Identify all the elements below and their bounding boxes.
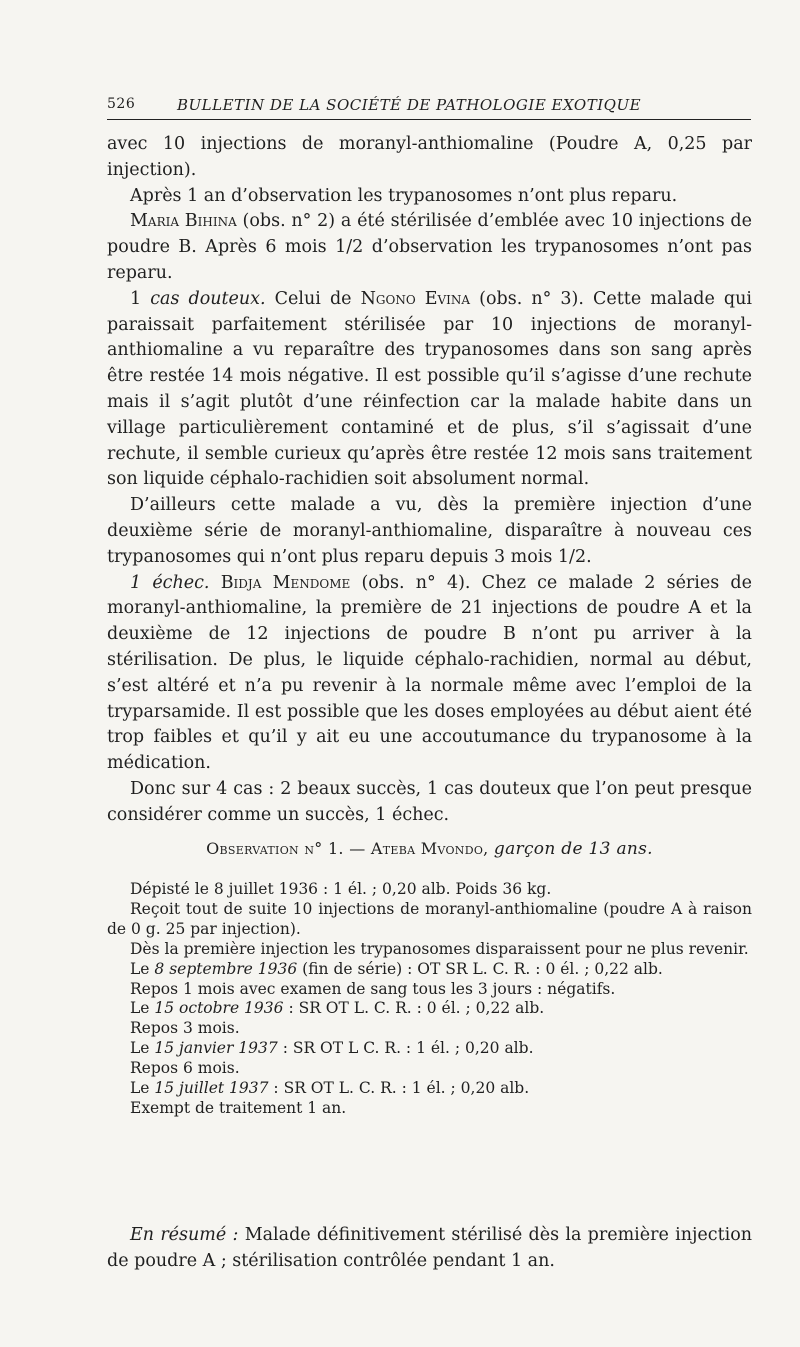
paragraph-3-text: (obs. n° 2) a été stérilisée d’emblée avec 10 injections de poudre B. Après 6 mois 1/2 d’observation les trypanosomes n’ont pas reparu. bbox=[107, 211, 752, 283]
paragraph-4-text: (obs. n° 3). Cette malade qui paraissait parfaitement stérilisée par 10 injections de moranyl-anthiomaline a vu reparaître des trypanosomes dans son sang après être restée 14 mois négative. Il est possible qu’il s’agisse d’une rechute mais il s’agit plutôt d’une réinfection car la malade habite dans un village particulièrement contaminé et de plus, s’il s’agissait d’une rechute, il semble curieux qu’après être restée 12 mois sans traitement son liquide céphalo-rachidien soit absolument normal. bbox=[107, 288, 752, 490]
summary-label: En résumé : bbox=[130, 1225, 239, 1245]
header-rule bbox=[107, 119, 751, 120]
observation-heading bbox=[107, 839, 752, 859]
obs-line-6-prefix: Le bbox=[130, 999, 155, 1018]
obs-line-5: Repos 1 mois avec examen de sang tous les 3 jours : négatifs. bbox=[130, 979, 616, 998]
paragraph-5: D’ailleurs cette malade a vu, dès la première injection d’une deuxième série de moranyl-anthiomaline, disparaître à nouveau ces trypanosomes qui n’ont plus reparu depuis 3 mois 1/2. bbox=[107, 495, 752, 567]
obs-line-4-prefix: Le bbox=[130, 959, 155, 978]
paragraph-7: Donc sur 4 cas : 2 beaux succès, 1 cas douteux que l’on peut presque considérer comme un succès, 1 échec. bbox=[107, 778, 752, 825]
obs-line-1: Dépisté le 8 juillet 1936 : 1 él. ; 0,20 alb. Poids 36 kg. bbox=[130, 880, 552, 898]
main-text bbox=[107, 132, 752, 829]
summary-text: Malade définitivement stérilisé dès la première injection de poudre A ; stérilisation contrôlée pendant 1 an. bbox=[107, 1225, 752, 1271]
paragraph-4-lead: Celui de bbox=[265, 288, 361, 309]
paragraph-6 bbox=[107, 571, 752, 777]
journal-title: BULLETIN DE LA SOCIÉTÉ DE PATHOLOGIE EXOTIQUE bbox=[177, 96, 642, 114]
obs-date-3: 15 janvier 1937 bbox=[154, 1039, 278, 1058]
obs-line-8 bbox=[107, 1039, 752, 1059]
obs-line-8-result: : SR OT L C. R. : 1 él. ; 0,20 alb. bbox=[277, 1039, 534, 1058]
obs-line-2: Reçoit tout de suite 10 injections de moranyl-anthiomaline (poudre A à raison de 0 g. 25 par injection). bbox=[107, 899, 752, 938]
observation-patient-name: Ateba Mvondo, bbox=[370, 839, 489, 858]
obs-line-7: Repos 3 mois. bbox=[130, 1019, 240, 1038]
summary bbox=[107, 1222, 752, 1274]
patient-name-bidja-mendome: Bidja Mendome bbox=[220, 572, 351, 593]
observation-label: Observation n° 1. bbox=[206, 839, 344, 858]
patient-name-ngono-evina: Ngono Evina bbox=[360, 288, 471, 309]
obs-date-2: 15 octobre 1936 bbox=[154, 999, 284, 1018]
paragraph-6-text: (obs. n° 4). Chez ce malade 2 séries de moranyl-anthiomaline, la première de 21 injections de poudre A et la deuxième de 12 injections de poudre B n’ont pu arriver à la stérilisation. De plus, le liquide céphalo-rachidien, normal au début, s’est altéré et n’a pu revenir à la normale même avec l’emploi de la tryparsamide. Il est possible que les doses employées au début aient été trop faibles et qu’il y ait eu une accoutumance du trypanosome à la médication. bbox=[107, 572, 752, 774]
obs-line-10 bbox=[107, 1079, 752, 1099]
paragraph-3 bbox=[107, 209, 752, 286]
paragraph-1: avec 10 injections de moranyl-anthiomaline (Poudre A, 0,25 par injection). bbox=[107, 134, 752, 180]
obs-line-4-result: (fin de série) : OT SR L. C. R. : 0 él. ; 0,22 alb. bbox=[297, 959, 663, 978]
obs-date-4: 15 juillet 1937 bbox=[154, 1079, 269, 1098]
obs-line-8-prefix: Le bbox=[130, 1039, 155, 1058]
case-count: 1 bbox=[130, 288, 151, 309]
obs-line-9: Repos 6 mois. bbox=[130, 1059, 240, 1078]
obs-line-10-prefix: Le bbox=[130, 1079, 155, 1098]
label-cas-douteux: cas douteux. bbox=[150, 288, 266, 309]
observation-patient-desc: garçon de 13 ans. bbox=[493, 839, 653, 859]
obs-date-1: 8 septembre 1936 bbox=[154, 959, 298, 978]
patient-name-maria-bihina: Maria Bihina bbox=[130, 211, 237, 232]
obs-line-11: Exempt de traitement 1 an. bbox=[130, 1098, 347, 1117]
running-header bbox=[107, 96, 751, 116]
obs-line-6-result: : SR OT L. C. R. : 0 él. ; 0,22 alb. bbox=[283, 999, 545, 1018]
paragraph-4 bbox=[107, 287, 752, 493]
obs-line-6 bbox=[107, 999, 752, 1019]
obs-line-10-result: : SR OT L. C. R. : 1 él. ; 0,20 alb. bbox=[268, 1079, 530, 1098]
summary-paragraph bbox=[107, 1222, 752, 1274]
obs-line-3: Dès la première injection les trypanosomes disparaissent pour ne plus revenir. bbox=[130, 939, 749, 958]
observation-body bbox=[107, 880, 752, 1119]
label-echec: 1 échec. bbox=[130, 572, 210, 593]
observation-dash: — bbox=[343, 839, 371, 858]
obs-line-4 bbox=[107, 960, 752, 980]
paragraph-2: Après 1 an d’observation les trypanosomes n’ont plus reparu. bbox=[130, 185, 678, 206]
page-number: 526 bbox=[107, 96, 136, 112]
